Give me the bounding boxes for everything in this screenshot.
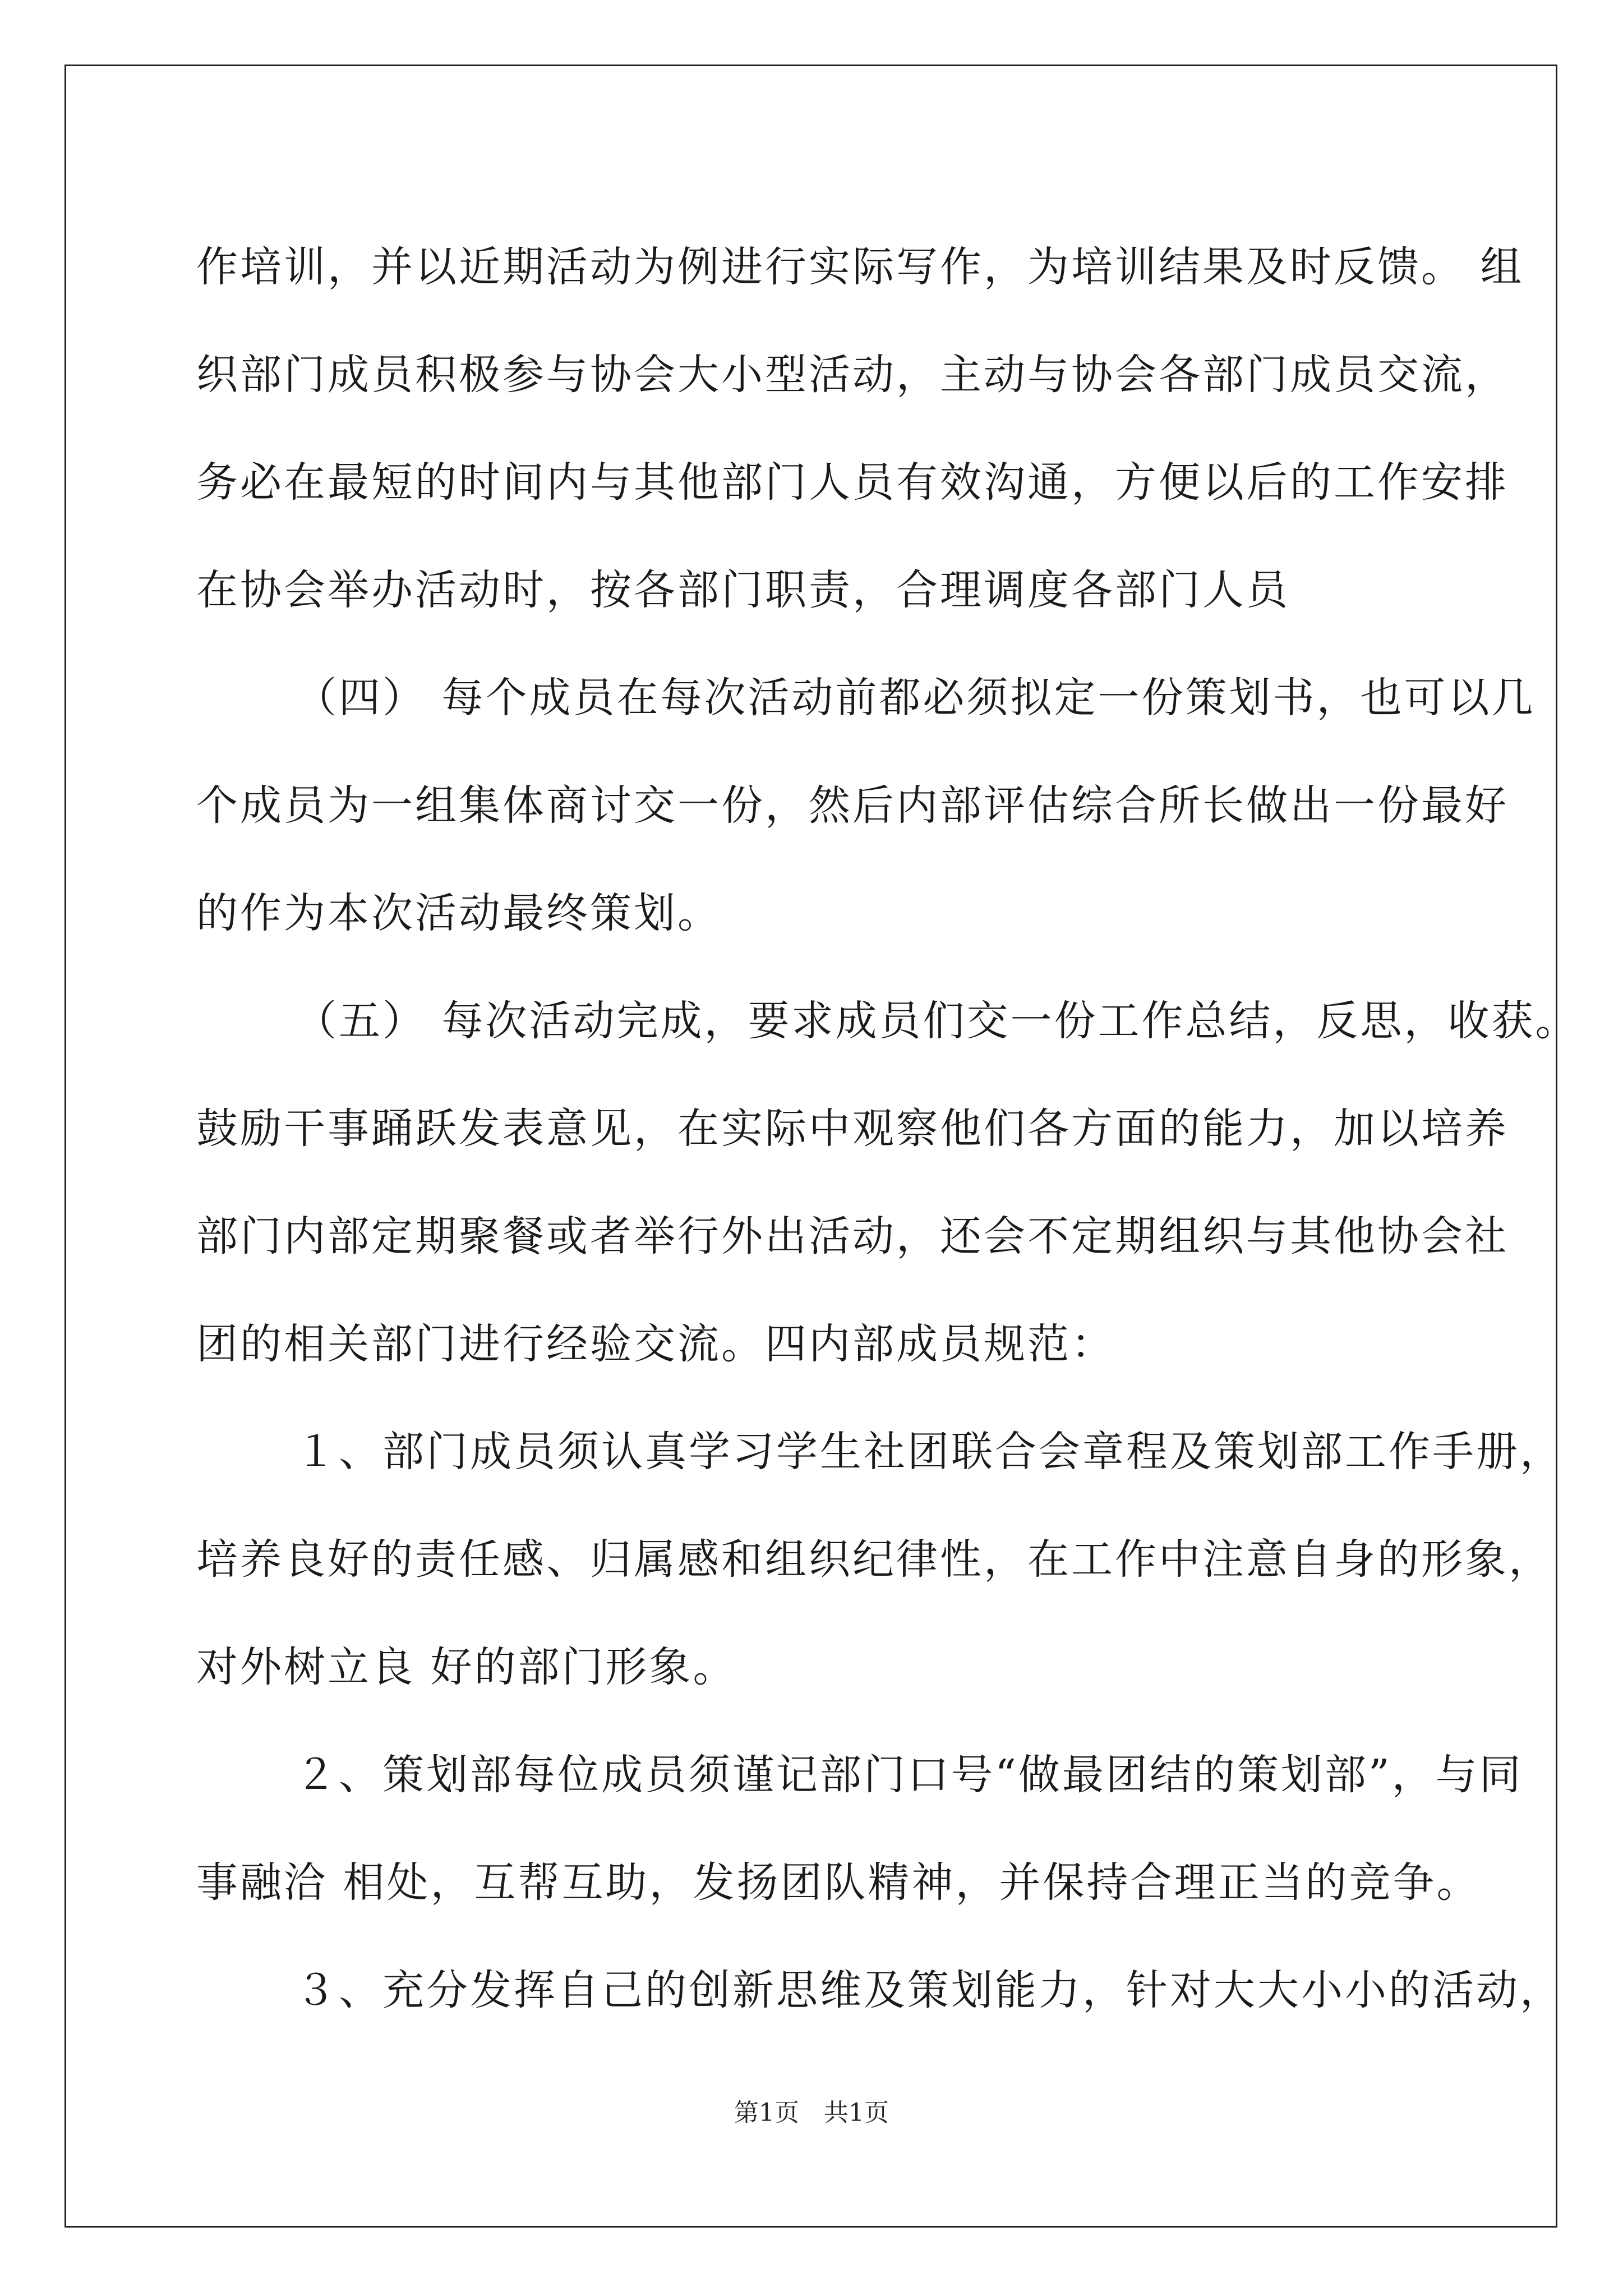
text-line: 事融洽 相处，互帮互助，发扬团队精神，并保持合理正当的竞争。 xyxy=(196,1858,1481,1907)
text-line: 部门内部定期聚餐或者举行外出活动，还会不定期组织与其他协会社 xyxy=(196,1212,1509,1260)
text-line: 的作为本次活动最终策划。 xyxy=(196,889,721,937)
paragraph-start-line: ２、策划部每位成员须谨记部门口号“做最团结的策划部”，与同 xyxy=(295,1751,1523,1799)
text-line: 在协会举办活动时，按各部门职责，合理调度各部门人员 xyxy=(196,566,1290,614)
document-body xyxy=(196,213,1579,2044)
text-line: 培养良好的责任感、归属感和组织纪律性，在工作中注意自身的形象， xyxy=(196,1535,1552,1584)
text-line: 务必在最短的时间内与其他部门人员有效沟通，方便以后的工作安排 xyxy=(196,458,1509,507)
page-number-footer: 第1页 共1页 xyxy=(734,2099,889,2127)
text-line: 作培训，并以近期活动为例进行实际写作，为培训结果及时反馈。 组 xyxy=(196,243,1524,291)
text-line: 织部门成员积极参与协会大小型活动，主动与协会各部门成员交流， xyxy=(196,351,1509,399)
paragraph-start-line: （五） 每次活动完成，要求成员们交一份工作总结，反思，收获。 xyxy=(295,997,1579,1045)
text-line: 对外树立良 好的部门形象。 xyxy=(196,1643,737,1691)
paragraph-start-line: ３、充分发挥自己的创新思维及策划能力，针对大大小小的活动， xyxy=(295,1966,1564,2014)
paragraph-start-line: １、部门成员须认真学习学生社团联合会章程及策划部工作手册， xyxy=(295,1428,1564,1476)
paragraph-start-line: （四） 每个成员在每次活动前都必须拟定一份策划书，也可以几 xyxy=(295,674,1536,722)
text-line: 个成员为一组集体商讨交一份，然后内部评估综合所长做出一份最好 xyxy=(196,781,1509,830)
text-line: 团的相关部门进行经验交流。四内部成员规范： xyxy=(196,1320,1115,1368)
text-line: 鼓励干事踊跃发表意见，在实际中观察他们各方面的能力，加以培养 xyxy=(196,1105,1509,1153)
